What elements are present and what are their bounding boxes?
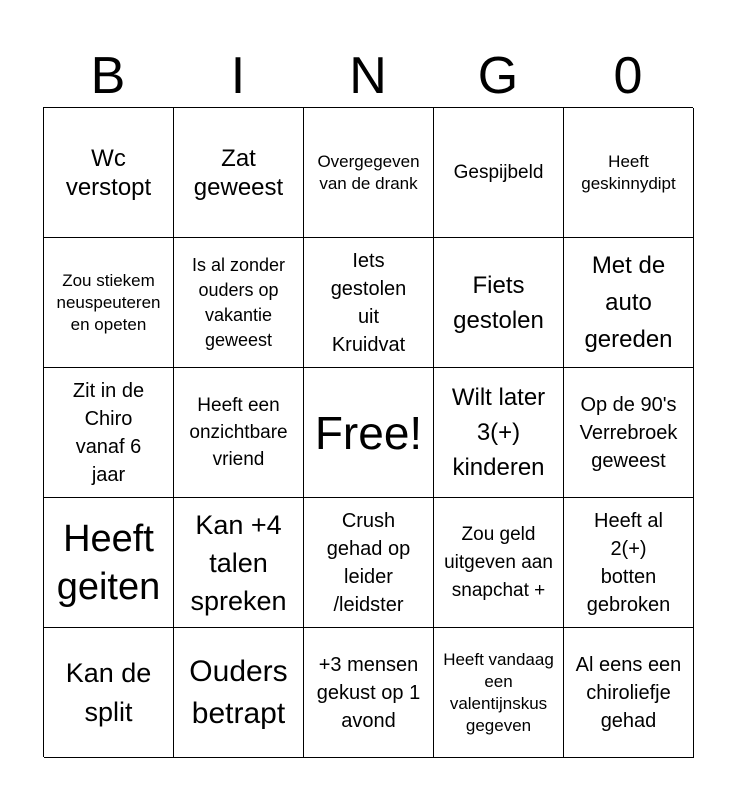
bingo-cell[interactable] bbox=[434, 108, 564, 238]
cell-text: Zou geld uitgeven aan snapchat + bbox=[444, 523, 553, 601]
cell-text: Wc verstopt bbox=[65, 144, 152, 201]
cell-text: Wilt later 3(+) kinderen bbox=[451, 384, 546, 481]
cell-text: Crush gehad op leider /leidster bbox=[326, 509, 411, 616]
bingo-cell[interactable] bbox=[44, 628, 174, 758]
cell-text: Zat geweest bbox=[193, 144, 284, 201]
bingo-cell[interactable] bbox=[434, 498, 564, 628]
bingo-cell[interactable] bbox=[434, 628, 564, 758]
cell-text: Op de 90's Verrebroek geweest bbox=[579, 393, 678, 472]
bingo-cell[interactable] bbox=[564, 628, 694, 758]
header-letter-n: N bbox=[349, 47, 387, 105]
cell-text: Iets gestolen uit Kruidvat bbox=[330, 249, 407, 356]
bingo-cell[interactable] bbox=[174, 108, 304, 238]
cell-text: Ouders betrapt bbox=[189, 654, 288, 730]
cell-text: Is al zonder ouders op vakantie geweest bbox=[191, 254, 286, 350]
bingo-cell[interactable] bbox=[44, 368, 174, 498]
bingo-cell[interactable] bbox=[304, 628, 434, 758]
bingo-cell[interactable] bbox=[174, 498, 304, 628]
bingo-board bbox=[43, 107, 693, 757]
cell-text: Overgegeven van de drank bbox=[317, 151, 420, 193]
cell-text: Heeft al 2(+) botten gebroken bbox=[586, 509, 671, 616]
bingo-cell[interactable] bbox=[174, 368, 304, 498]
cell-text: Heeft vandaag een valentijnskus gegeven bbox=[443, 649, 554, 735]
cell-text: Fiets gestolen bbox=[453, 271, 544, 334]
bingo-cell[interactable] bbox=[44, 238, 174, 368]
cell-text: Zit in de Chiro vanaf 6 jaar bbox=[72, 379, 145, 486]
bingo-cell[interactable] bbox=[304, 368, 434, 498]
free-space: Free! bbox=[314, 406, 423, 459]
cell-text: Zou stiekem neuspeuteren en opeten bbox=[56, 270, 161, 334]
bingo-cell[interactable] bbox=[434, 368, 564, 498]
bingo-cell[interactable] bbox=[44, 108, 174, 238]
header-letter-g: G bbox=[477, 47, 519, 105]
bingo-cell[interactable] bbox=[564, 238, 694, 368]
cell-text: +3 mensen gekust op 1 avond bbox=[316, 653, 421, 732]
cell-text: Al eens een chiroliefje gehad bbox=[575, 653, 682, 732]
header-letter-o: 0 bbox=[613, 47, 643, 105]
bingo-cell[interactable] bbox=[564, 108, 694, 238]
cell-text: Kan de split bbox=[65, 657, 152, 727]
bingo-cell[interactable] bbox=[564, 368, 694, 498]
bingo-cell[interactable] bbox=[564, 498, 694, 628]
cell-text: Kan +4 talen spreken bbox=[190, 509, 287, 616]
cell-text: Gespijbeld bbox=[453, 161, 544, 183]
bingo-cell[interactable] bbox=[304, 108, 434, 238]
cell-text: Heeft een onzichtbare vriend bbox=[189, 395, 288, 470]
bingo-cell[interactable] bbox=[44, 498, 174, 628]
bingo-header bbox=[43, 47, 693, 105]
cell-text: Heeft geskinnydipt bbox=[581, 151, 676, 193]
bingo-cell[interactable] bbox=[434, 238, 564, 368]
bingo-cell[interactable] bbox=[174, 238, 304, 368]
cell-text: Heeft geiten bbox=[56, 517, 161, 608]
bingo-cell[interactable] bbox=[304, 238, 434, 368]
cell-text: Met de auto gereden bbox=[584, 252, 673, 353]
header-letter-b: B bbox=[90, 47, 126, 105]
header-letter-i: I bbox=[230, 47, 246, 105]
bingo-cell[interactable] bbox=[174, 628, 304, 758]
bingo-cell[interactable] bbox=[304, 498, 434, 628]
